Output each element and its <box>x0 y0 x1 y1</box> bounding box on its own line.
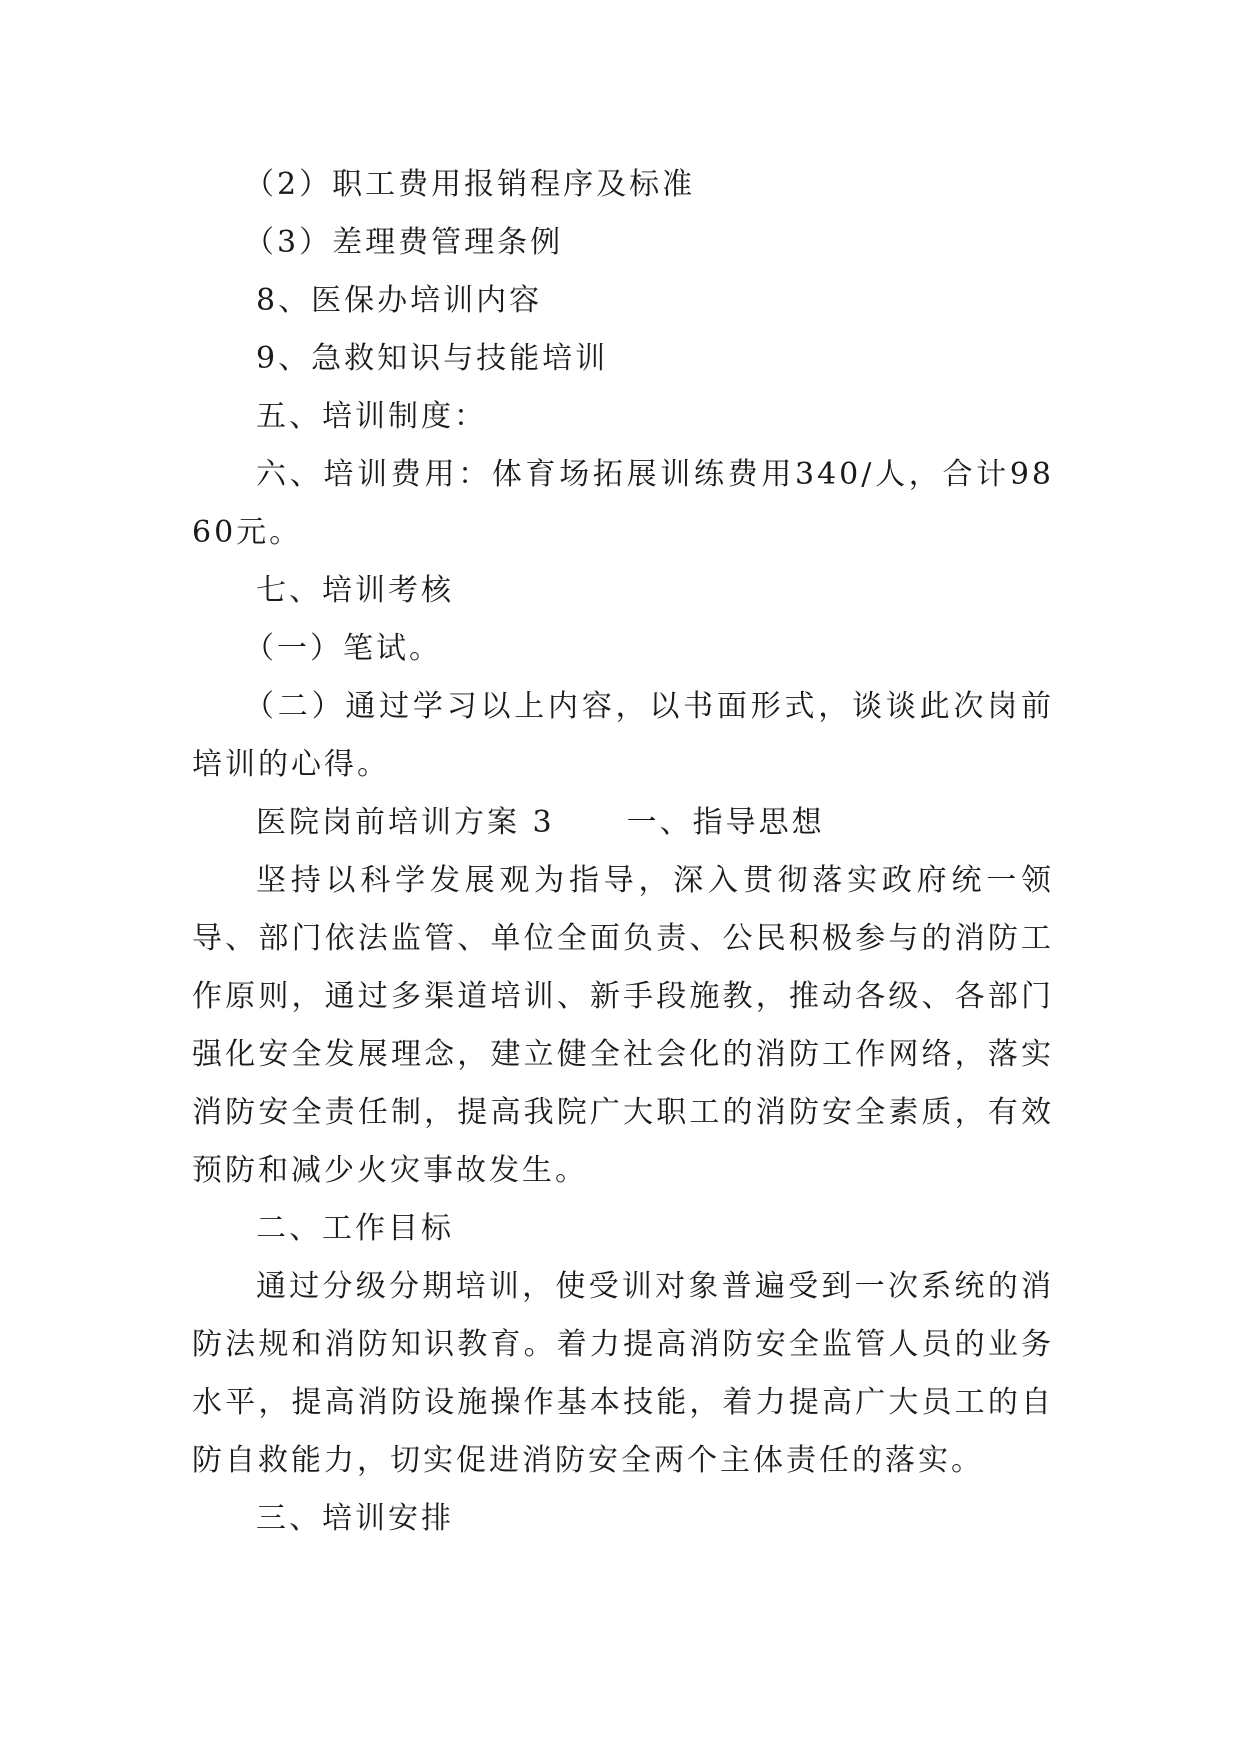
paragraph-training-reflection: （二）通过学习以上内容，以书面形式，谈谈此次岗前培训的心得。 <box>192 689 1054 782</box>
paragraph-guiding-thought: 坚持以科学发展观为指导，深入贯彻落实政府统一领导、部门依法监管、单位全面负责、公民积极参与的消防工作原则，通过多渠道培训、新手段施教，推动各级、各部门强化安全发展理念，建立健全社会化的消防工作网络，落实消防安全责任制，提高我院广大职工的消防安全素质，有效预防和减少火灾事故发生。 <box>192 863 1054 1188</box>
item-first-aid-training: 9、急救知识与技能培训 <box>256 341 609 376</box>
heading-training-system: 五、培训制度： <box>256 399 487 434</box>
item-travel-expense-rules: （3）差理费管理条例 <box>244 225 564 260</box>
document-page <box>192 156 1054 1548</box>
heading-guiding-thought: 一、指导思想 <box>626 805 825 840</box>
plan-title: 医院岗前培训方案 3 <box>256 805 555 840</box>
item-expense-reimbursement: （2）职工费用报销程序及标准 <box>244 167 696 202</box>
item-written-exam: （一）笔试。 <box>244 631 442 666</box>
paragraph-work-goal: 通过分级分期培训，使受训对象普遍受到一次系统的消防法规和消防知识教育。着力提高消防安全监管人员的业务水平，提高消防设施操作基本技能，着力提高广大员工的自防自救能力，切实促进消防安全两个主体责任的落实。 <box>192 1269 1054 1478</box>
heading-training-arrangement: 三、培训安排 <box>256 1501 454 1536</box>
paragraph-training-fee: 六、培训费用：体育场拓展训练费用340/人，合计9860元。 <box>192 457 1054 550</box>
item-medical-insurance-training: 8、医保办培训内容 <box>256 283 543 318</box>
heading-work-goal: 二、工作目标 <box>256 1211 454 1246</box>
heading-training-assessment: 七、培训考核 <box>256 573 454 608</box>
plan-title-line <box>192 794 1054 852</box>
